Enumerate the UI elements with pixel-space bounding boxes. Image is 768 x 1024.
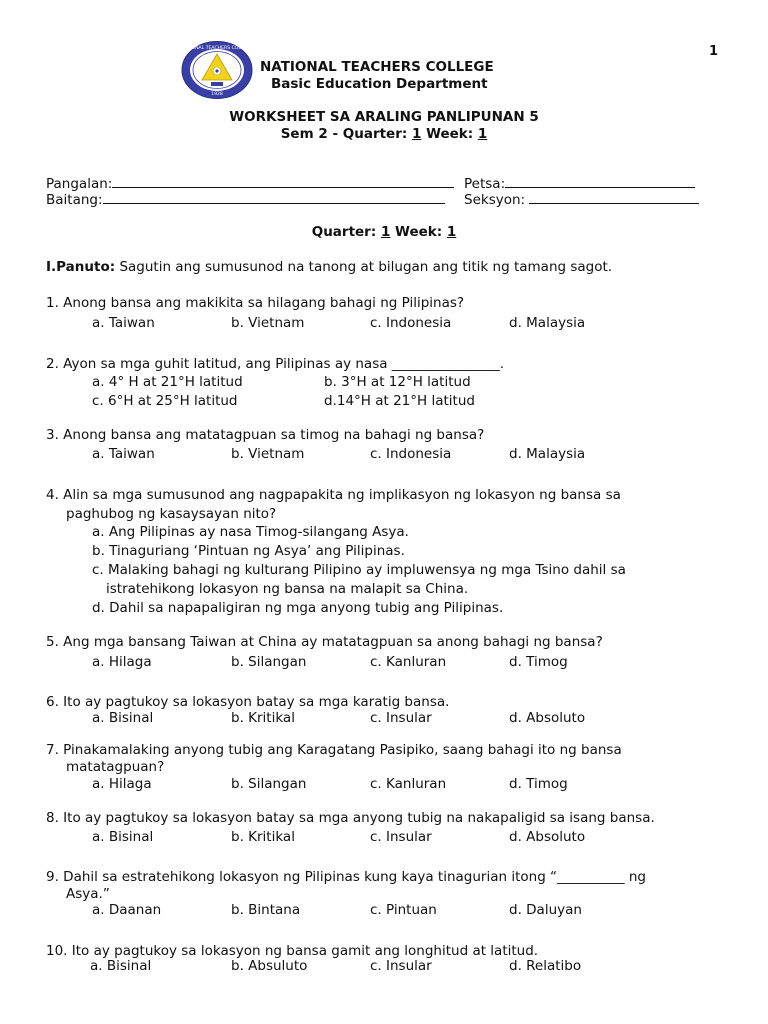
qw-quarter-label: Quarter:	[311, 224, 381, 240]
option-4d[interactable]: d. Dahil sa napapaligiran ng mga anyong tubig ang Pilipinas.	[92, 600, 504, 616]
option-5d[interactable]: d. Timog	[509, 654, 568, 670]
option-8a[interactable]: a. Bisinal	[92, 829, 154, 845]
option-4c[interactable]: c. Malaking bahagi ng kulturang Pilipino ay impluwensya ng mga Tsino dahil sa	[92, 562, 626, 578]
name-field[interactable]	[46, 175, 454, 192]
page-number: 1	[709, 44, 719, 59]
question-3	[46, 426, 484, 445]
question-text: 1. Anong bansa ang makikita sa hilagang bahagi ng Pilipinas?	[46, 295, 465, 311]
option-6b[interactable]: b. Kritikal	[231, 710, 295, 726]
option-1c[interactable]: c. Indonesia	[370, 315, 452, 331]
option-4b[interactable]: b. Tinaguriang ‘Pintuan ng Asya’ ang Pilipinas.	[92, 543, 405, 559]
question-text: 2. Ayon sa mga guhit latitud, ang Pilipinas ay nasa ________________.	[46, 356, 505, 372]
option-2d[interactable]: d.14°H at 21°H latitud	[324, 393, 475, 409]
option-2a[interactable]: a. 4° H at 21°H latitud	[92, 374, 243, 390]
school-header	[260, 59, 494, 93]
option-6a[interactable]: a. Bisinal	[92, 710, 154, 726]
sem-week-label: Week:	[421, 126, 478, 142]
question-text: 10. Ito ay pagtukoy sa lokasyon ng bansa gamit ang longhitud at latitud.	[46, 943, 539, 959]
section-field[interactable]	[464, 191, 699, 208]
instructions	[46, 259, 612, 275]
section-label: Seksyon:	[464, 192, 530, 208]
question-text: 5. Ang mga bansang Taiwan at China ay matatagpuan sa anong bahagi ng bansa?	[46, 634, 603, 650]
option-5b[interactable]: b. Silangan	[231, 654, 307, 670]
option-2c[interactable]: c. 6°H at 25°H latitud	[92, 393, 238, 409]
question-text: 9. Dahil sa estratehikong lokasyon ng Pilipinas kung kaya tinagurian itong “__________ ng	[46, 869, 646, 885]
worksheet-sem-line	[0, 126, 768, 143]
logo-year: 1928	[211, 92, 223, 97]
date-label: Petsa:	[464, 176, 506, 192]
school-name: NATIONAL TEACHERS COLLEGE	[260, 59, 494, 75]
name-label: Pangalan:	[46, 176, 113, 192]
date-blank[interactable]	[505, 175, 695, 188]
option-6d[interactable]: d. Absoluto	[509, 710, 586, 726]
school-seal-logo	[180, 40, 254, 100]
option-3c[interactable]: c. Indonesia	[370, 446, 452, 462]
option-1a[interactable]: a. Taiwan	[92, 315, 155, 331]
option-3d[interactable]: d. Malaysia	[509, 446, 586, 462]
option-4a[interactable]: a. Ang Pilipinas ay nasa Timog-silangang Asya.	[92, 524, 409, 540]
name-blank[interactable]	[112, 175, 454, 188]
option-9c[interactable]: c. Pintuan	[370, 902, 437, 918]
question-text-cont: Asya.”	[66, 886, 110, 902]
section-blank[interactable]	[529, 191, 699, 204]
option-8c[interactable]: c. Insular	[370, 829, 432, 845]
option-9b[interactable]: b. Bintana	[231, 902, 301, 918]
option-5c[interactable]: c. Kanluran	[370, 654, 447, 670]
question-5	[46, 633, 603, 652]
option-7c[interactable]: c. Kanluran	[370, 776, 447, 792]
question-2	[46, 355, 504, 374]
option-3a[interactable]: a. Taiwan	[92, 446, 155, 462]
grade-blank[interactable]	[103, 191, 445, 204]
option-10d[interactable]: d. Relatibo	[509, 958, 582, 974]
question-text: 6. Ito ay pagtukoy sa lokasyon batay sa mga karatig bansa.	[46, 694, 450, 710]
option-4c-cont: istratehikong lokasyon ng bansa na malapit sa China.	[106, 581, 469, 597]
quarter-week-heading	[0, 224, 768, 240]
option-3b[interactable]: b. Vietnam	[231, 446, 305, 462]
sem-quarter: 1	[411, 126, 422, 142]
question-4	[46, 486, 621, 524]
option-9a[interactable]: a. Daanan	[92, 902, 162, 918]
option-10c[interactable]: c. Insular	[370, 958, 432, 974]
sem-prefix: Sem 2 - Quarter:	[280, 126, 412, 142]
qw-quarter: 1	[380, 224, 391, 240]
option-1b[interactable]: b. Vietnam	[231, 315, 305, 331]
question-text: 8. Ito ay pagtukoy sa lokasyon batay sa mga anyong tubig na nakapaligid sa isang bansa.	[46, 810, 655, 826]
instructions-text: Sagutin ang sumusunod na tanong at bilugan ang titik ng tamang sagot.	[115, 259, 613, 275]
option-10b[interactable]: b. Absuluto	[231, 958, 308, 974]
question-text: 4. Alin sa mga sumusunod ang nagpapakita ng implikasyon ng lokasyon ng bansa sa	[46, 487, 621, 503]
question-7	[46, 742, 622, 776]
option-8d[interactable]: d. Absoluto	[509, 829, 586, 845]
question-9	[46, 869, 646, 903]
option-6c[interactable]: c. Insular	[370, 710, 432, 726]
option-7d[interactable]: d. Timog	[509, 776, 568, 792]
question-8	[46, 809, 655, 828]
qw-week-label: Week:	[390, 224, 447, 240]
worksheet-title-block	[0, 109, 768, 143]
option-5a[interactable]: a. Hilaga	[92, 654, 152, 670]
option-7a[interactable]: a. Hilaga	[92, 776, 152, 792]
option-8b[interactable]: b. Kritikal	[231, 829, 295, 845]
school-department: Basic Education Department	[271, 76, 488, 92]
question-text: 7. Pinakamalaking anyong tubig ang Karagatang Pasipiko, saang bahagi ito ng bansa	[46, 742, 622, 758]
question-text-cont: paghubog ng kasaysayan nito?	[66, 506, 277, 522]
worksheet-title: WORKSHEET SA ARALING PANLIPUNAN 5	[229, 109, 539, 125]
grade-field[interactable]	[46, 191, 445, 208]
option-10a[interactable]: a. Bisinal	[90, 958, 152, 974]
grade-label: Baitang:	[46, 192, 103, 208]
option-9d[interactable]: d. Daluyan	[509, 902, 582, 918]
option-7b[interactable]: b. Silangan	[231, 776, 307, 792]
question-text: 3. Anong bansa ang matatagpuan sa timog na bahagi ng bansa?	[46, 427, 485, 443]
logo-text: NATIONAL TEACHERS COLLEGE	[181, 46, 253, 51]
date-field[interactable]	[464, 175, 695, 192]
question-text-cont: matatagpuan?	[66, 759, 165, 775]
question-1	[46, 294, 464, 313]
sem-week: 1	[477, 126, 488, 142]
option-1d[interactable]: d. Malaysia	[509, 315, 586, 331]
qw-week: 1	[446, 224, 457, 240]
instructions-label: I.Panuto:	[46, 259, 116, 275]
option-2b[interactable]: b. 3°H at 12°H latitud	[324, 374, 471, 390]
